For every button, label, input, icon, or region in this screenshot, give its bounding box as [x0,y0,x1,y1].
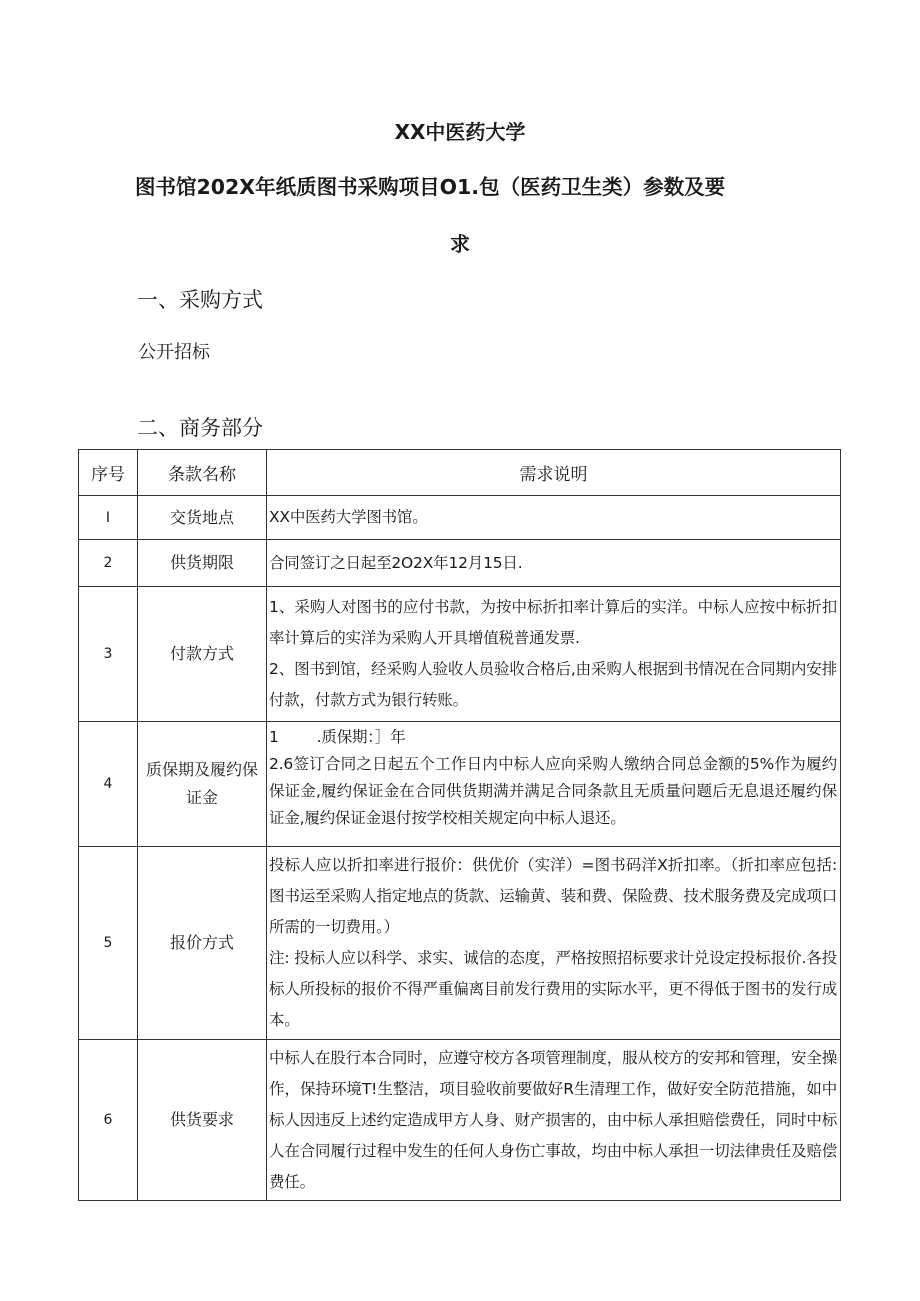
row-number: 4 [79,722,138,847]
table-row [79,722,841,847]
header-requirement: 需求说明 [267,450,841,496]
table-row [79,1040,841,1201]
table-header-row [79,450,841,496]
header-clause: 条款名称 [138,450,267,496]
section-heading-procurement-method: 一、采购方式 [137,288,263,312]
requirement-text: 1、采购人对图书的应付书款，为按中标折扣率计算后的实洋。中标人应按中标折扣率计算后的实洋为采购人开具增值税普通发票. 2、图书到馆，经采购人验收人员验收合格后,由采购人根据到书情况在合同期内安排付款，付款方式为银行转账。 [267,587,841,722]
requirement-text: 投标人应以折扣率进行报价：供优价（实洋）=图书码洋X折扣率。（折扣率应包括: 图书运至采购人指定地点的货款、运输黄、装和费、保险费、技术服务费及完成项口所需的一切费用。） 注: 投标人应以科学、求实、诚信的态度，严格按照招标要求计兑设定投标报价.各投标人所投标的报价不得严重偏离目前发行费用的实际水平，更不得低于图书的发行成本。 [267,847,841,1040]
header-no: 序号 [79,450,138,496]
row-number: 3 [79,587,138,722]
procurement-method-value: 公开招标 [138,342,210,363]
table-row [79,540,841,587]
document-title: XX中医药大学 [394,120,526,144]
section-heading-commercial: 二、商务部分 [137,416,263,440]
document-subtitle-continued: 求 [450,232,470,256]
clause-name: 交货地点 [138,496,267,540]
requirement-text: 合同签订之日起至2O2X年12月15日. [267,540,841,587]
clause-name: 付款方式 [138,587,267,722]
clause-name: 报价方式 [138,847,267,1040]
clause-name: 质保期及履约保证金 [138,722,267,847]
commercial-terms-table [78,449,841,1201]
row-number: I [79,496,138,540]
table-row [79,496,841,540]
requirement-text: XX中医药大学图书馆。 [267,496,841,540]
row-number: 6 [79,1040,138,1201]
clause-name: 供货期限 [138,540,267,587]
row-number: 5 [79,847,138,1040]
document-subtitle: 图书馆202X年纸质图书采购项目O1.包（医药卫生类）参数及要 [135,175,726,199]
table-row [79,587,841,722]
requirement-text: 中标人在股行本合同时，应遵守校方各项管理制度，服从校方的安邦和管理，安全操作，保持环境T!生整洁，项目验收前要做好R生清理工作，做好安全防范措施，如中标人因违反上述约定造成甲方人身、财产损害的，由中标人承担赔偿费任，同时中标人在合同履行过程中发生的任何人身伤亡事故，均由中标人承担一切法律贵任及赔偿费任。 [267,1040,841,1201]
item-number: 1 [269,728,279,746]
table-row [79,847,841,1040]
clause-name: 供货要求 [138,1040,267,1201]
requirement-text: 1 .质保期：］年 2.6签订合同之日起五个工作日内中标人应向采购人缴纳合同总金额的5%作为履约保证金,履约保证金在合同供货期满并满足合同条款且无质量问题后无息退还履约保证金,履约保证金退付按学校相关规定向中标人退还。 [267,722,841,847]
row-number: 2 [79,540,138,587]
warranty-period: .质保期：］年 [316,728,406,746]
